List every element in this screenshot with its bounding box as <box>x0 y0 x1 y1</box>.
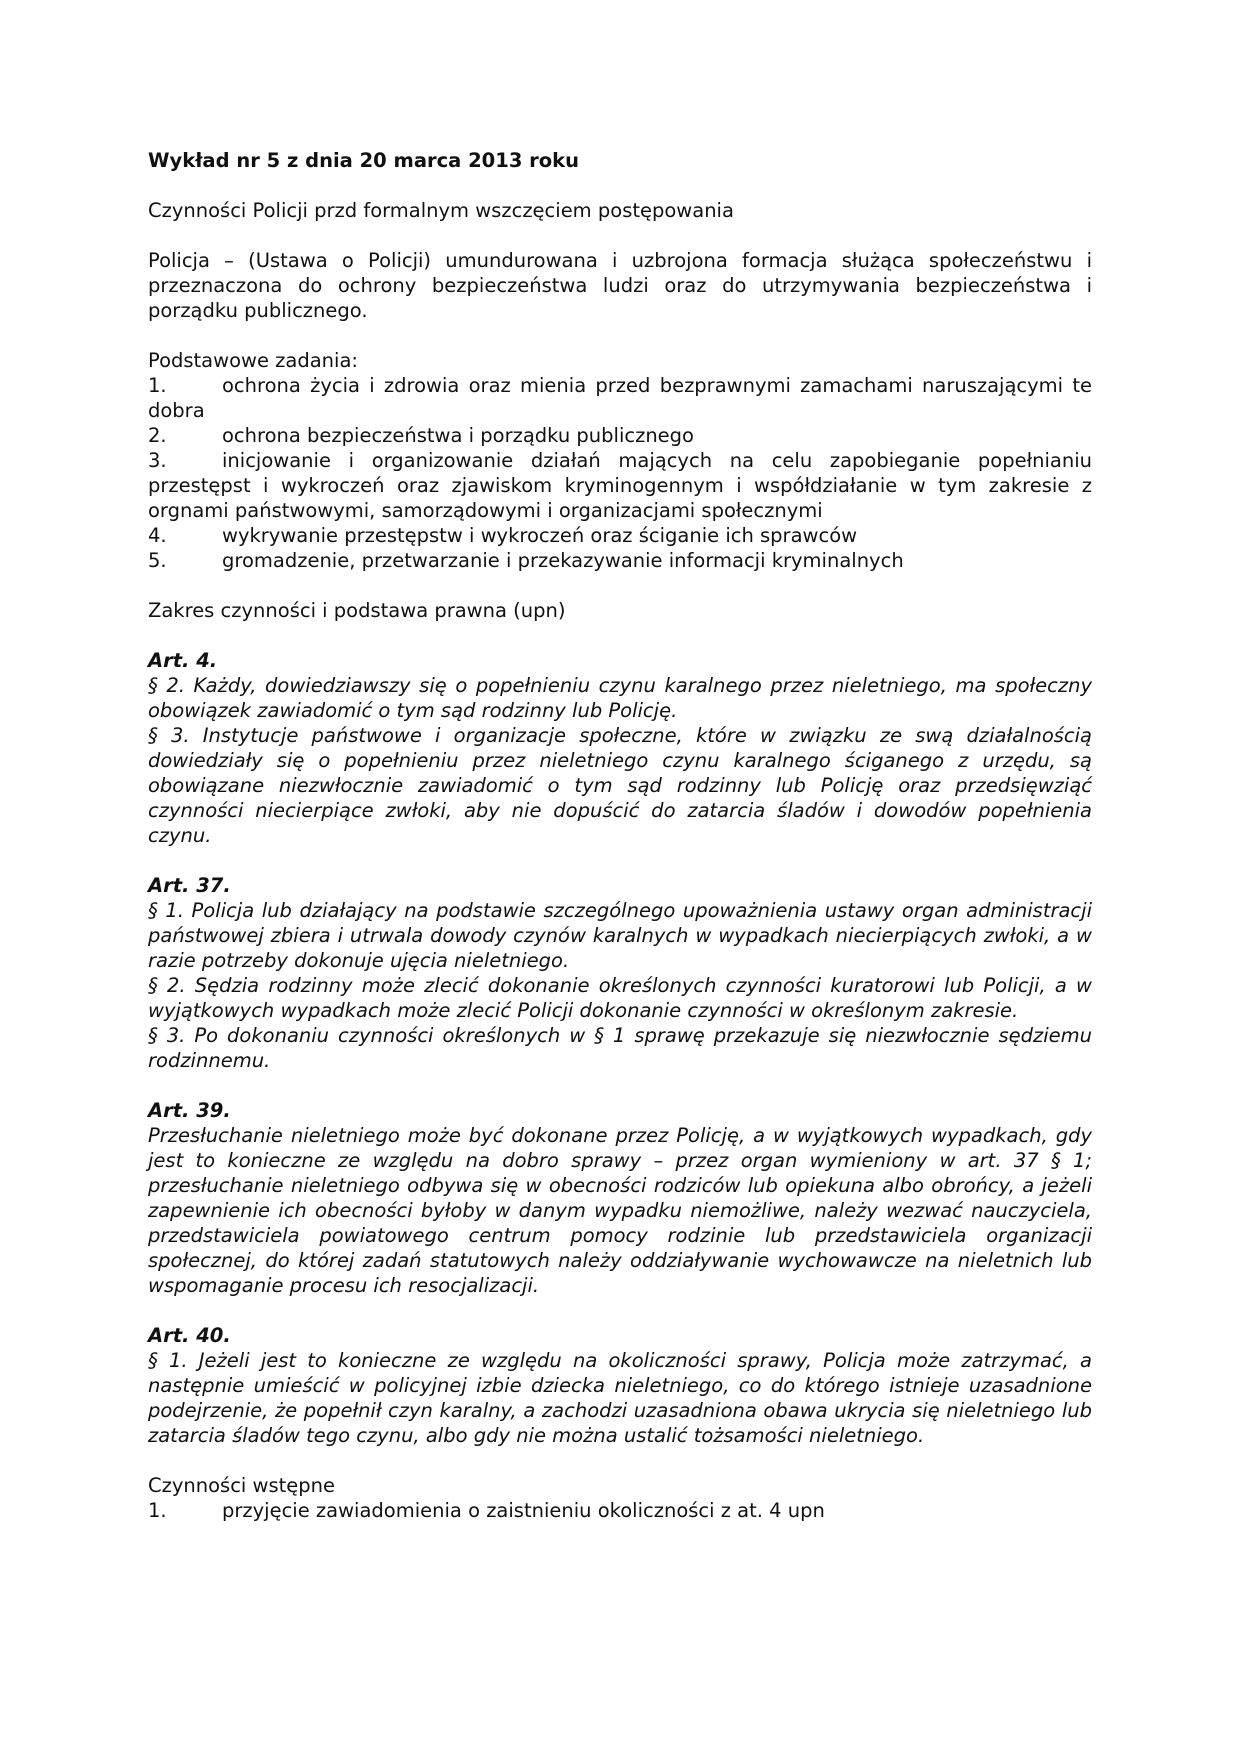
article-paragraph: § 2. Sędzia rodzinny może zlecić dokonanie określonych czynności kuratorowi lub Policji, a w wyjątkowych wypadkach może zlecić Policji dokonanie czynności w określonym zakresie. <box>148 974 1092 1022</box>
document-subtitle: Czynności Policji przd formalnym wszczęciem postępowania <box>148 199 734 222</box>
article-paragraph: § 1. Jeżeli jest to konieczne ze względu na okoliczności sprawy, Policja może zatrzymać, a następnie umieścić w policyjnej izbie dziecka nieletniego, co do którego istnieje uzasadnione podejrzenie, że popełnił czyn karalny, a zachodzi uzasadniona obawa ukrycia się nieletniego lub zatarcia śladów tego czynu, albo gdy nie można ustalić tożsamości nieletniego. <box>148 1349 1092 1447</box>
article-paragraph: Przesłuchanie nieletniego może być dokonane przez Policję, a w wyjątkowych wypadkach, gdy jest to konieczne ze względu na dobro sprawy – przez organ wymieniony w art. 37 § 1; przesłuchanie nieletniego odbywa się w obecności rodziców lub opiekuna albo obrońcy, a jeżeli zapewnienie ich obecności byłoby w danym wypadku niemożliwe, należy wezwać nauczyciela, przedstawiciela powiatowego centrum pomocy rodzinie lub przedstawiciela organizacji społecznej, do której zadań statutowych należy oddziaływanie wychowawcze na nieletnich lub wspomaganie procesu ich resocjalizacji. <box>148 1124 1092 1297</box>
list-item-text: wykrywanie przestępstw i wykroczeń oraz ściganie ich sprawców <box>222 524 858 547</box>
list-item <box>148 373 1092 423</box>
scope-heading: Zakres czynności i podstawa prawna (upn) <box>148 599 566 622</box>
article-heading: Art. 4. <box>148 649 218 672</box>
list-item-text: gromadzenie, przetwarzanie i przekazywanie informacji kryminalnych <box>222 549 904 572</box>
list-item <box>148 1498 1092 1523</box>
prelim-section <box>148 1473 1092 1523</box>
list-item-text: inicjowanie i organizowanie działań mających na celu zapobieganie popełnianiu przestępst i wykroczeń oraz zjawiskom kryminogennym i współdziałanie w tym zakresie z orgnami państwowymi, samorządowymi i organizacjami społecznymi <box>148 449 1092 522</box>
article-40 <box>148 1323 1092 1448</box>
list-item-text: przyjęcie zawiadomienia o zaistnieniu okoliczności z at. 4 upn <box>222 1499 825 1522</box>
article-39 <box>148 1098 1092 1298</box>
list-item <box>148 448 1092 523</box>
police-definition: Policja – (Ustawa o Policji) umundurowana i uzbrojona formacja służąca społeczeństwu i przeznaczona do ochrony bezpieczeństwa ludzi oraz do utrzymywania bezpieczeństwa i porządku publicznego. <box>148 249 1092 322</box>
list-item-text: ochrona bezpieczeństwa i porządku publicznego <box>222 424 694 447</box>
list-item-number: 5. <box>148 549 167 572</box>
list-item <box>148 523 1092 548</box>
article-37 <box>148 873 1092 1073</box>
document-title: Wykład nr 5 z dnia 20 marca 2013 roku <box>148 149 580 172</box>
list-item-number: 1. <box>148 1499 167 1522</box>
tasks-section <box>148 348 1092 573</box>
article-paragraph: § 3. Po dokonaniu czynności określonych w § 1 sprawę przekazuje się niezwłocznie sędziemu rodzinnemu. <box>148 1024 1092 1072</box>
tasks-heading: Podstawowe zadania: <box>148 349 358 372</box>
article-heading: Art. 37. <box>148 874 231 897</box>
list-item-number: 2. <box>148 424 167 447</box>
list-item <box>148 423 1092 448</box>
article-heading: Art. 39. <box>148 1099 231 1122</box>
list-item-number: 3. <box>148 449 167 472</box>
list-item <box>148 548 1092 573</box>
document-content <box>148 148 1092 1523</box>
article-4 <box>148 648 1092 848</box>
list-item-text: ochrona życia i zdrowia oraz mienia przed bezprawnymi zamachami naruszającymi te dobra <box>148 374 1092 422</box>
article-paragraph: § 2. Każdy, dowiedziawszy się o popełnieniu czynu karalnego przez nieletniego, ma społeczny obowiązek zawiadomić o tym sąd rodzinny lub Policję. <box>148 674 1092 722</box>
article-paragraph: § 1. Policja lub działający na podstawie szczególnego upoważnienia ustawy organ administracji państwowej zbiera i utrwala dowody czynów karalnych w wypadkach niecierpiących zwłoki, a w razie potrzeby dokonuje ujęcia nieletniego. <box>148 899 1092 972</box>
article-paragraph: § 3. Instytucje państwowe i organizacje społeczne, które w związku ze swą działalnością dowiedziały się o popełnieniu przez nieletniego czynu karalnego ściganego z urzędu, są obowiązane niezwłocznie zawiadomić o tym sąd rodzinny lub Policję oraz przedsięwziąć czynności niecierpiące zwłoki, aby nie dopuścić do zatarcia śladów i dowodów popełnienia czynu. <box>148 724 1092 847</box>
list-item-number: 4. <box>148 524 167 547</box>
article-heading: Art. 40. <box>148 1324 231 1347</box>
prelim-heading: Czynności wstępne <box>148 1474 336 1497</box>
list-item-number: 1. <box>148 374 167 397</box>
